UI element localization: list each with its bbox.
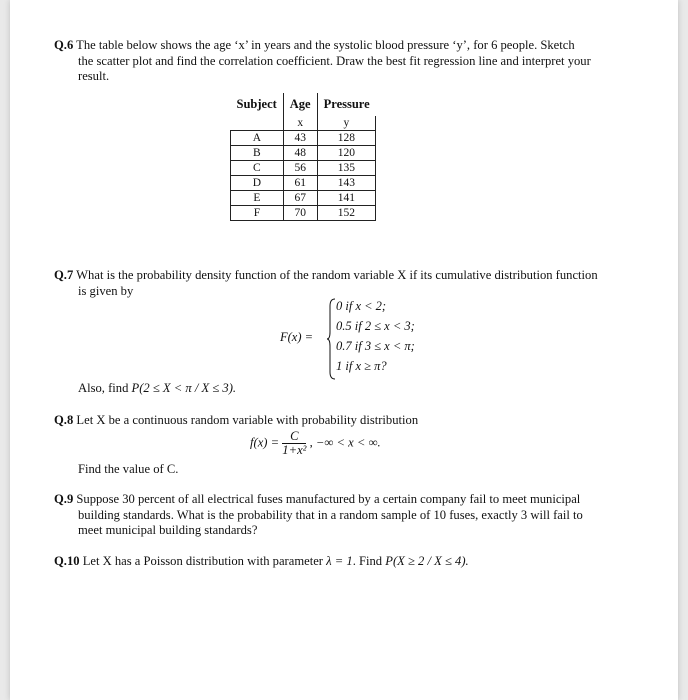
table-row (231, 146, 376, 161)
question-8-find (78, 462, 178, 478)
question-9 (54, 492, 654, 539)
table-cell: E (231, 191, 284, 206)
density-formula (250, 430, 381, 457)
question-text: Let X has a Poisson distribution with parameter (82, 554, 323, 568)
table-cell: 120 (317, 146, 376, 161)
question-text: is given by (78, 283, 134, 298)
numerator: C (282, 430, 306, 444)
question-text: Find the value of C. (78, 462, 179, 476)
question-number: Q.10 (54, 554, 80, 568)
table-cell: 143 (317, 176, 376, 191)
parameter-value: λ = 1 (326, 554, 353, 568)
table-cell: D (231, 176, 284, 191)
formula-prefix: f(x) = (250, 435, 280, 450)
table-cell: C (231, 161, 284, 176)
table-cell: 128 (317, 131, 376, 146)
case-line: 1 if x ≥ π? (336, 359, 387, 373)
question-text: building standards. What is the probability that in a random sample of 10 fuses, exactly 3 will fail to (78, 507, 583, 522)
question-7 (54, 268, 654, 299)
age-pressure-table (230, 93, 376, 221)
left-brace-icon (326, 298, 336, 380)
question-10 (54, 554, 654, 570)
table-cell: B (231, 146, 284, 161)
table-row (231, 176, 376, 191)
question-text: the scatter plot and find the correlation coefficient. Draw the best fit regression line and interpret your (78, 53, 591, 68)
case-line: 0.5 if 2 ≤ x < 3; (336, 319, 415, 333)
question-text: Suppose 30 percent of all electrical fuses manufactured by a certain company fail to meet municipal (76, 492, 581, 506)
question-text: Let X be a continuous random variable with probability distribution (76, 413, 419, 427)
column-header: Subject (231, 93, 284, 116)
table-cell: 61 (283, 176, 317, 191)
function-label: F(x) = (280, 330, 314, 344)
question-text: Also, find (78, 381, 129, 395)
question-7-also (78, 381, 236, 397)
denominator: 1+x² (282, 443, 307, 457)
question-8 (54, 413, 654, 429)
table-row (231, 206, 376, 221)
table-cell: 67 (283, 191, 317, 206)
question-text: What is the probability density function of the random variable X if its cumulative distribution function (76, 268, 598, 282)
column-subheader: x (283, 116, 317, 131)
fraction (282, 430, 306, 457)
question-6 (54, 38, 654, 85)
table-cell: 43 (283, 131, 317, 146)
table-cell: 56 (283, 161, 317, 176)
column-subheader: y (317, 116, 376, 131)
column-header: Age (283, 93, 317, 116)
table-cell: 70 (283, 206, 317, 221)
table-cell: A (231, 131, 284, 146)
table-cell: 135 (317, 161, 376, 176)
question-text: result. (78, 69, 110, 83)
question-number: Q.7 (54, 268, 74, 282)
table-header-row (231, 93, 376, 116)
table-cell: 152 (317, 206, 376, 221)
question-number: Q.8 (54, 413, 74, 427)
case-line: 0.7 if 3 ≤ x < π; (336, 339, 415, 353)
table-row (231, 131, 376, 146)
table-row (231, 191, 376, 206)
question-text: . Find (352, 554, 383, 568)
column-subheader (231, 116, 284, 131)
table-subheader-row (231, 116, 376, 131)
question-number: Q.9 (54, 492, 74, 506)
probability-expression: P(2 ≤ X < π / X ≤ 3). (131, 381, 237, 395)
formula-domain: , −∞ < x < ∞. (309, 435, 381, 450)
column-header: Pressure (317, 93, 376, 116)
question-number: Q.6 (54, 38, 74, 52)
document-page (10, 0, 678, 700)
table-cell: 141 (317, 191, 376, 206)
question-text: meet municipal building standards? (78, 523, 258, 537)
probability-expression: P(X ≥ 2 / X ≤ 4). (385, 554, 469, 568)
case-line: 0 if x < 2; (336, 299, 387, 313)
table-cell: 48 (283, 146, 317, 161)
table-row (231, 161, 376, 176)
table-cell: F (231, 206, 284, 221)
question-text: The table below shows the age ‘x’ in years and the systolic blood pressure ‘y’, for 6 people. Sketch (76, 38, 575, 52)
